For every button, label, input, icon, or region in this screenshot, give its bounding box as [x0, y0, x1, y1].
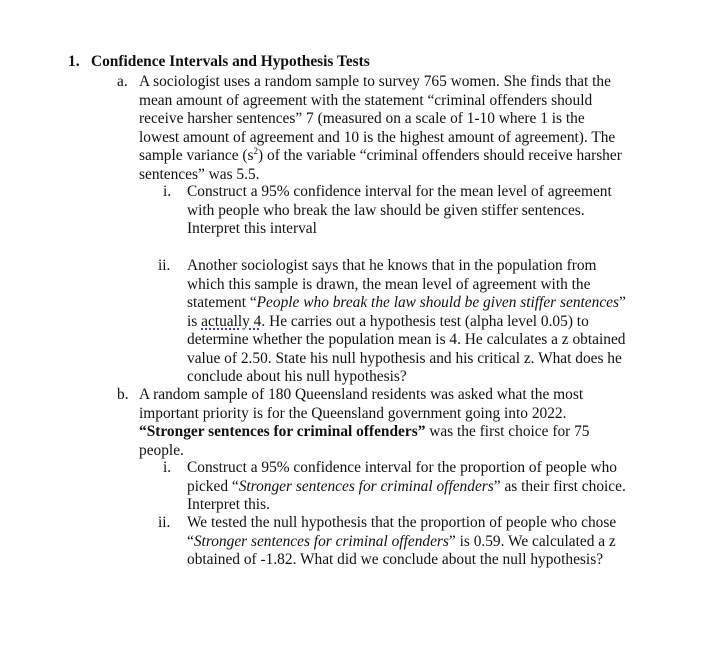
- text-segment: Interpret this.: [187, 496, 270, 513]
- text-segment: important priority is for the Queensland government going into 2022.: [139, 404, 567, 422]
- text-segment: obtained of -1.82. What did we conclude about the null hypothesis?: [187, 551, 604, 568]
- text-line: [187, 294, 626, 313]
- text-segment: A sociologist uses a random sample to survey 765 women. She finds that the: [139, 73, 611, 90]
- text-segment: Stronger sentences for criminal offenders: [238, 477, 494, 495]
- text-segment: Confidence Intervals and Hypothesis Tests: [91, 53, 370, 70]
- text-segment: People who break the law should be given stiffer sentences: [256, 294, 619, 311]
- text-line: [139, 386, 590, 405]
- text-segment: was the first choice for 75: [425, 423, 590, 440]
- text-line: [139, 405, 590, 424]
- text-segment: mean amount of agreement with the statement “criminal offenders should: [139, 91, 593, 109]
- text-segment: ” as their first choice.: [493, 477, 626, 495]
- text-segment: value of 2.50. State his null hypothesis and his critical z. What does he: [187, 349, 622, 367]
- text-segment: “: [187, 532, 194, 550]
- text-line: [187, 533, 616, 552]
- text-line: [139, 442, 590, 461]
- text-line: [139, 147, 622, 166]
- text-segment: which this sample is drawn, the mean level of agreement with the: [187, 275, 591, 293]
- text-line: [139, 166, 622, 185]
- spellcheck-flagged-text: actually 4: [201, 312, 262, 330]
- text-segment: Construct a 95% confidence interval for the proportion of people who: [187, 459, 617, 476]
- text-line: [187, 202, 612, 221]
- text-line: [187, 331, 626, 350]
- text-segment: A random sample of 180 Queensland residents was asked what the most: [139, 386, 584, 403]
- text-segment: determine whether the population mean is 4. He calculates a z obtained: [187, 331, 626, 348]
- text-segment: with people who break the law should be given stiffer sentences.: [187, 201, 585, 219]
- text-line: [187, 257, 626, 276]
- text-segment: conclude about his null hypothesis?: [187, 368, 407, 385]
- text-line: [187, 276, 626, 295]
- item-number: i.: [163, 183, 172, 200]
- text-line: [187, 220, 612, 239]
- item-number: ii.: [158, 514, 171, 531]
- question-text: [187, 459, 626, 515]
- text-segment: ) of the variable “criminal offenders should receive harsher: [258, 147, 622, 164]
- question-text: [139, 73, 622, 184]
- text-line: [187, 551, 616, 570]
- text-line: [187, 514, 616, 533]
- text-line: [187, 496, 626, 515]
- text-line: [139, 129, 622, 148]
- text-segment: . He carries out a hypothesis test (alpha level 0.05) to: [261, 312, 589, 330]
- text-segment: sentences” was 5.5.: [139, 165, 260, 183]
- item-number: i.: [163, 459, 172, 476]
- question-text: [187, 514, 616, 570]
- text-line: [187, 368, 626, 387]
- question-text: [187, 257, 626, 387]
- text-segment: Construct a 95% confidence interval for the mean level of agreement: [187, 183, 612, 200]
- item-number: a.: [117, 73, 128, 90]
- text-line: [139, 110, 622, 129]
- text-segment: ”: [618, 294, 626, 311]
- section-heading: [91, 53, 370, 72]
- text-segment: is: [187, 312, 202, 330]
- text-segment: Another sociologist says that he knows that in the population from: [187, 257, 597, 274]
- text-segment: “Stronger sentences for criminal offenders”: [139, 423, 426, 440]
- text-line: [187, 350, 626, 369]
- text-segment: sample variance (s: [139, 147, 254, 164]
- item-number: 1.: [68, 53, 80, 70]
- text-segment: people.: [139, 441, 184, 459]
- text-line: [187, 183, 612, 202]
- text-segment: receive harsher sentences” 7 (measured on a scale of 1-10 where 1 is the: [139, 110, 585, 127]
- text-line: [187, 478, 626, 497]
- text-segment: Stronger sentences for criminal offenders: [193, 532, 449, 550]
- item-number: b.: [117, 386, 129, 403]
- text-line: [187, 313, 626, 332]
- text-segment: statement “: [187, 294, 257, 311]
- text-line: [139, 423, 590, 442]
- superscript: 2: [253, 145, 259, 156]
- question-text: [187, 183, 612, 239]
- text-segment: ” is 0.59. We calculated a z: [448, 532, 616, 550]
- text-line: [187, 459, 626, 478]
- text-segment: lowest amount of agreement and 10 is the highest amount of agreement). The: [139, 128, 616, 146]
- text-line: [91, 53, 370, 72]
- text-line: [139, 92, 622, 111]
- text-line: [139, 73, 622, 92]
- text-segment: picked “: [187, 477, 239, 495]
- item-number: ii.: [158, 257, 171, 274]
- text-segment: We tested the null hypothesis that the proportion of people who chose: [187, 514, 617, 531]
- question-text: [139, 386, 590, 460]
- text-segment: Interpret this interval: [187, 220, 317, 237]
